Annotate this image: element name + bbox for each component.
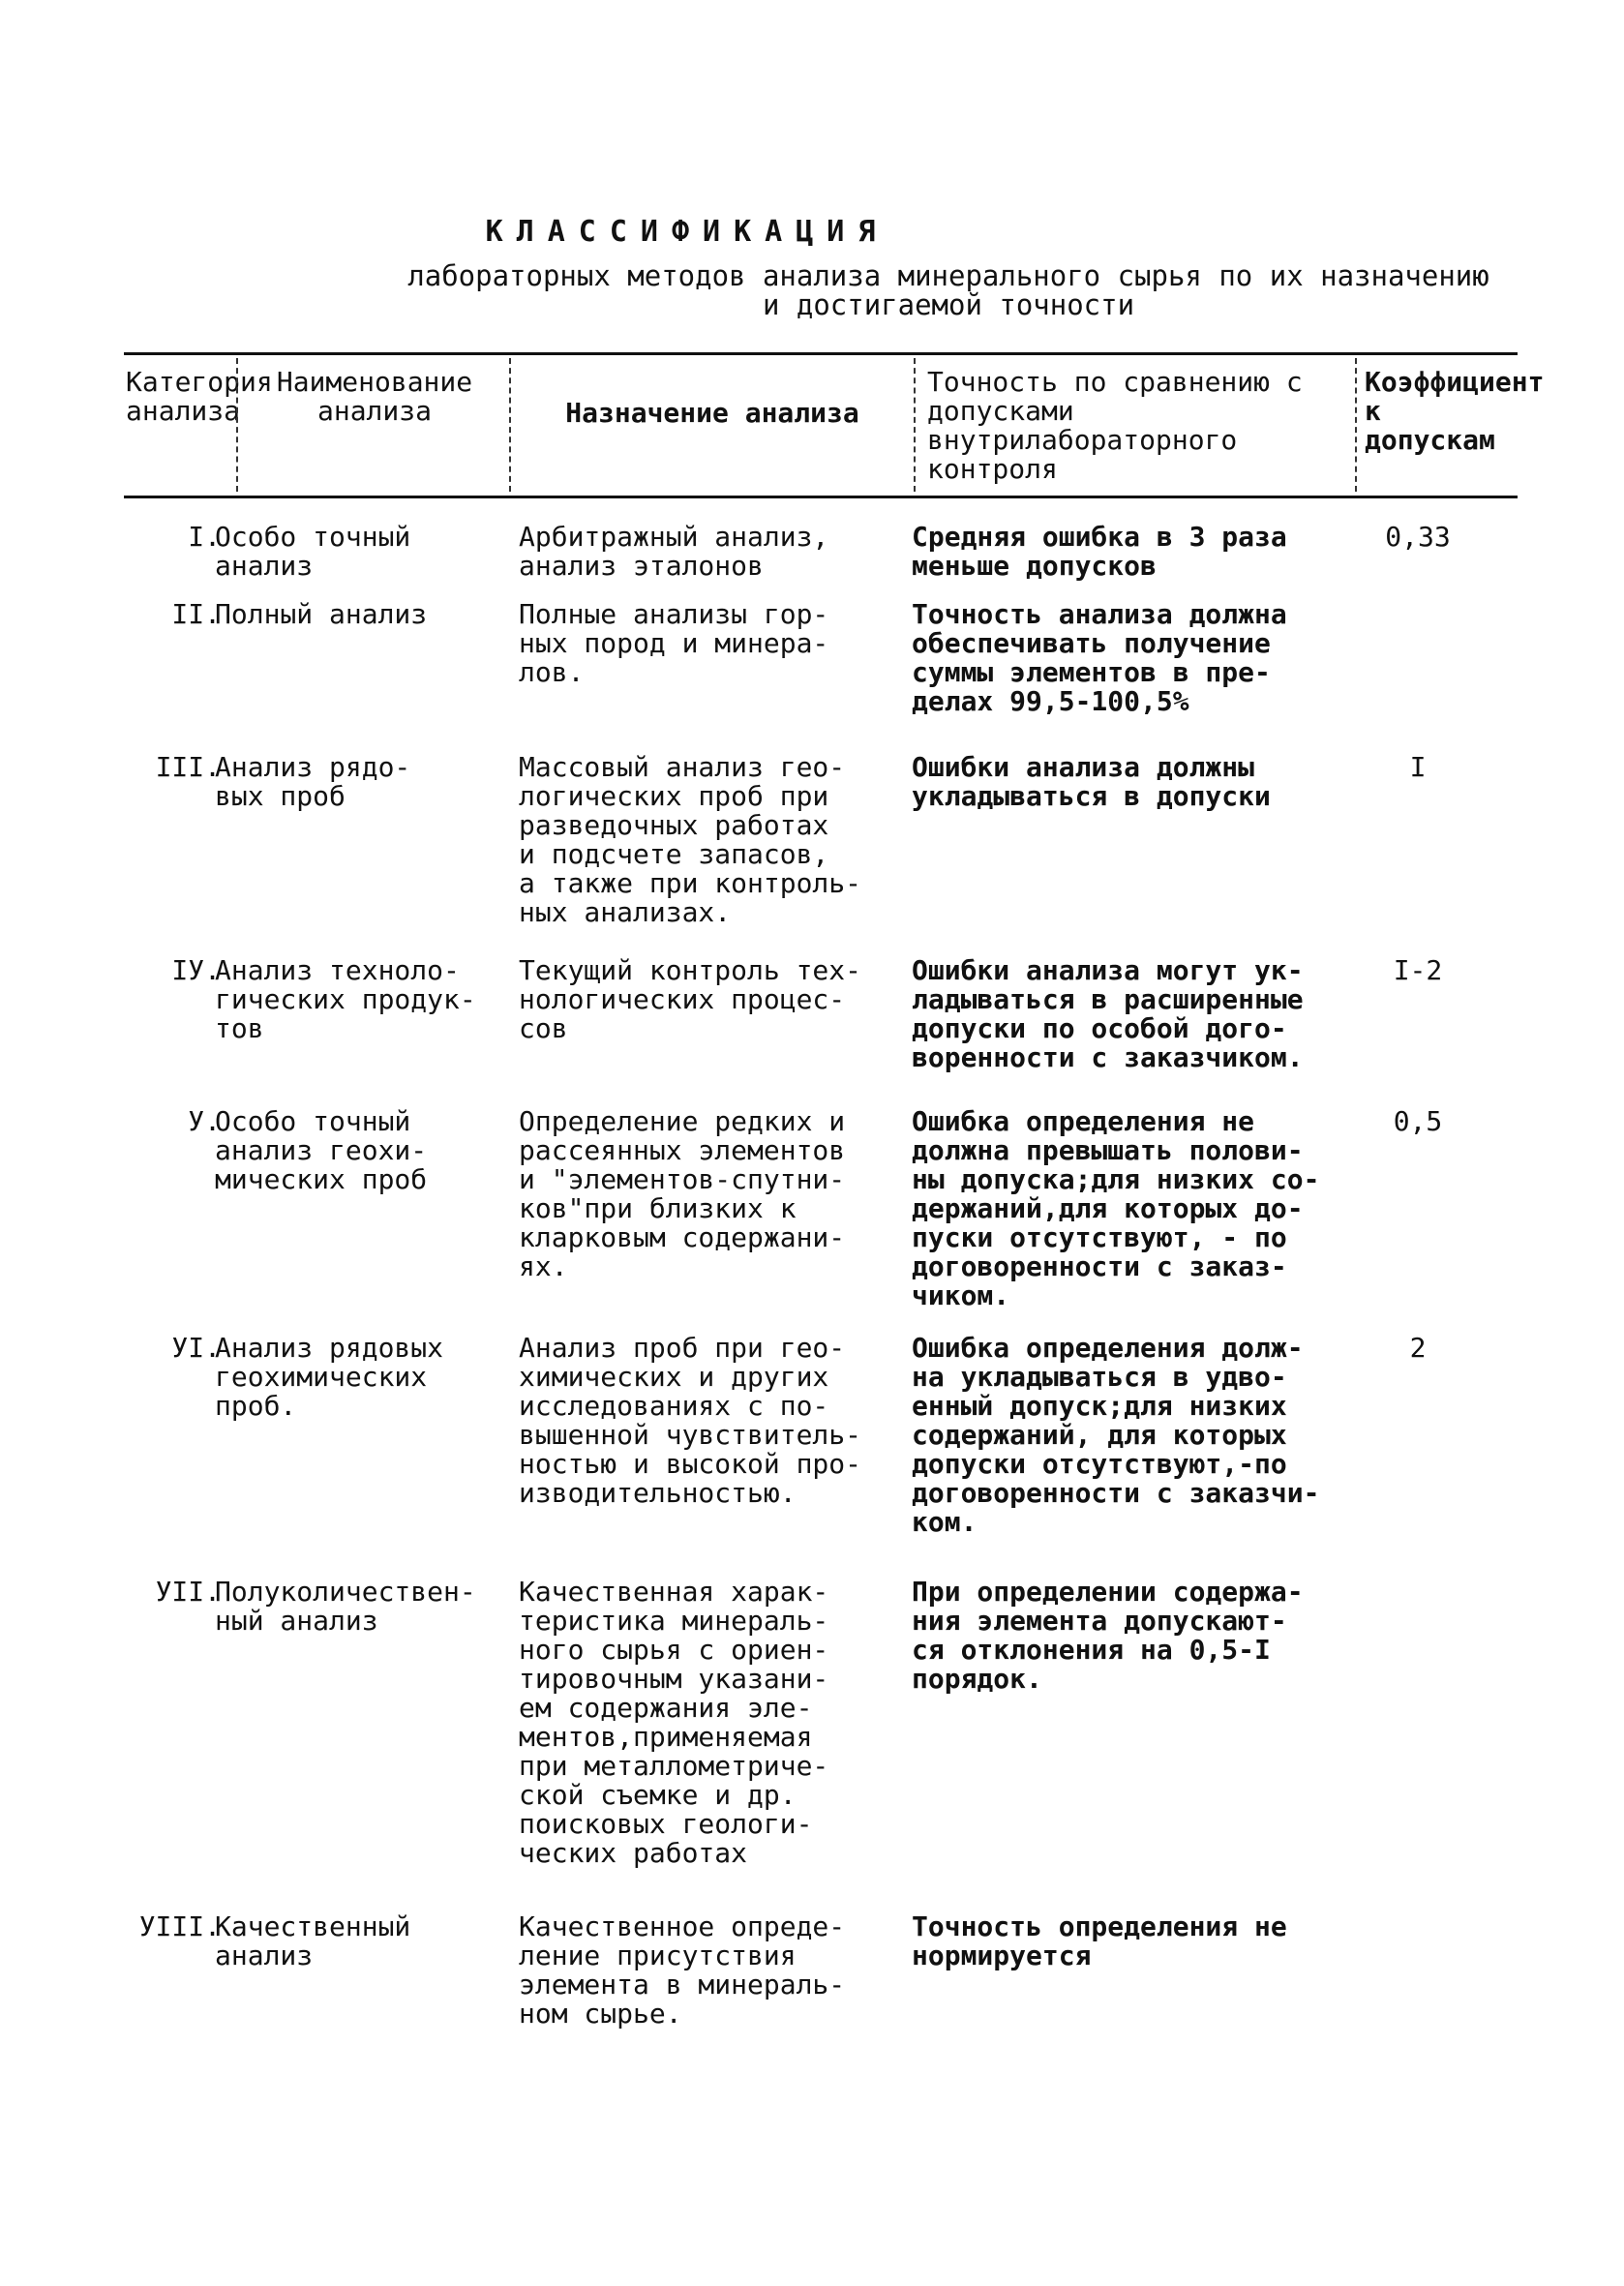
header-divider	[509, 358, 511, 492]
name-cell: Анализ рядо- вых проб	[215, 751, 411, 812]
category-cell: III.	[155, 751, 221, 783]
purpose-cell: Массовый анализ гео- логических проб при разведочных работах и подсчете запасов, а также при контроль- ных анализах.	[519, 751, 862, 928]
accuracy-cell: Ошибки анализа должны укладываться в допуски	[912, 751, 1271, 812]
category-cell: II.	[171, 598, 221, 630]
name-cell: Анализ рядовых геохимических проб.	[215, 1332, 444, 1422]
accuracy-cell: Ошибка определения долж- на укладываться в удво- енный допуск;для низких содержаний, для которых допуски отсутствуют,-по договоренности с заказчи- ком.	[912, 1332, 1320, 1538]
document-subtitle: лабораторных методов анализа минерального сырья по их назначению и достигаемой точности	[407, 259, 1489, 321]
accuracy-cell: Ошибка определения не должна превышать полови- ны допуска;для низких со- держаний,для которых до- пуски отсутствуют, - по договоренности с заказ- чиком.	[912, 1105, 1320, 1311]
accuracy-cell: Ошибки анализа могут ук- ладываться в расширенные допуски по особой дого- воренности с заказчиком.	[912, 954, 1304, 1073]
name-cell: Полуколичествен- ный анализ	[215, 1576, 476, 1637]
category-cell: У.	[188, 1105, 221, 1137]
accuracy-cell: Средняя ошибка в 3 раза меньше допусков	[912, 521, 1287, 582]
header-purpose: Назначение анализа	[565, 397, 859, 429]
coefficient-cell: 2	[1409, 1332, 1427, 1364]
coefficient-cell: 0,33	[1385, 521, 1451, 553]
name-cell: Полный анализ	[215, 598, 428, 630]
name-cell: Анализ техноло- гических продук- тов	[215, 954, 476, 1044]
header-divider	[236, 358, 238, 492]
purpose-cell: Качественное опреде- ление присутствия элемента в минераль- ном сырье.	[519, 1910, 846, 2030]
header-category: Категория анализа	[126, 366, 273, 427]
purpose-cell: Качественная харак- теристика минераль- ного сырья с ориен- тировочным указани- ем содержания эле- ментов,применяемая при металлометриче- ской съемке и др. поисковых геологи- ческих работах	[519, 1576, 829, 1869]
header-divider	[1355, 358, 1357, 492]
purpose-cell: Текущий контроль тех- нологических процес- сов	[519, 954, 862, 1044]
accuracy-cell: Точность анализа должна обеспечивать получение суммы элементов в пре- делах 99,5-100,5%	[912, 598, 1287, 717]
header-coefficient: Коэффициент к допускам	[1365, 366, 1545, 456]
purpose-cell: Арбитражный анализ, анализ эталонов	[519, 521, 829, 582]
header-divider	[914, 358, 916, 492]
category-cell: I.	[188, 521, 221, 553]
name-cell: Качественный анализ	[215, 1910, 411, 1971]
purpose-cell: Полные анализы гор- ных пород и минера- лов.	[519, 598, 829, 688]
purpose-cell: Определение редких и рассеянных элементов и "элементов-спутни- ков"при близких к кларковым содержани- ях.	[519, 1105, 846, 1282]
coefficient-cell: 0,5	[1393, 1105, 1443, 1137]
category-cell: УI.	[171, 1332, 221, 1364]
coefficient-cell: I-2	[1393, 954, 1443, 986]
table-header-rule	[124, 496, 1518, 498]
header-name: Наименование анализа	[276, 366, 473, 427]
category-cell: УIII.	[138, 1910, 221, 1942]
accuracy-cell: Точность определения не нормируется	[912, 1910, 1287, 1971]
category-cell: IУ.	[171, 954, 221, 986]
table-top-rule	[124, 352, 1518, 355]
purpose-cell: Анализ проб при гео- химических и других исследованиях с по- вышенной чувствитель- ностью и высокой про- изводительностью.	[519, 1332, 862, 1509]
category-cell: УII.	[155, 1576, 221, 1608]
name-cell: Особо точный анализ геохи- мических проб	[215, 1105, 428, 1195]
coefficient-cell: I	[1409, 751, 1427, 783]
document-title: КЛАССИФИКАЦИЯ	[485, 215, 889, 249]
name-cell: Особо точный анализ	[215, 521, 411, 582]
accuracy-cell: При определении содержа- ния элемента допускают- ся отклонения на 0,5-I порядок.	[912, 1576, 1304, 1695]
header-accuracy: Точность по сравнению с допусками внутрилабораторного контроля	[927, 366, 1303, 485]
